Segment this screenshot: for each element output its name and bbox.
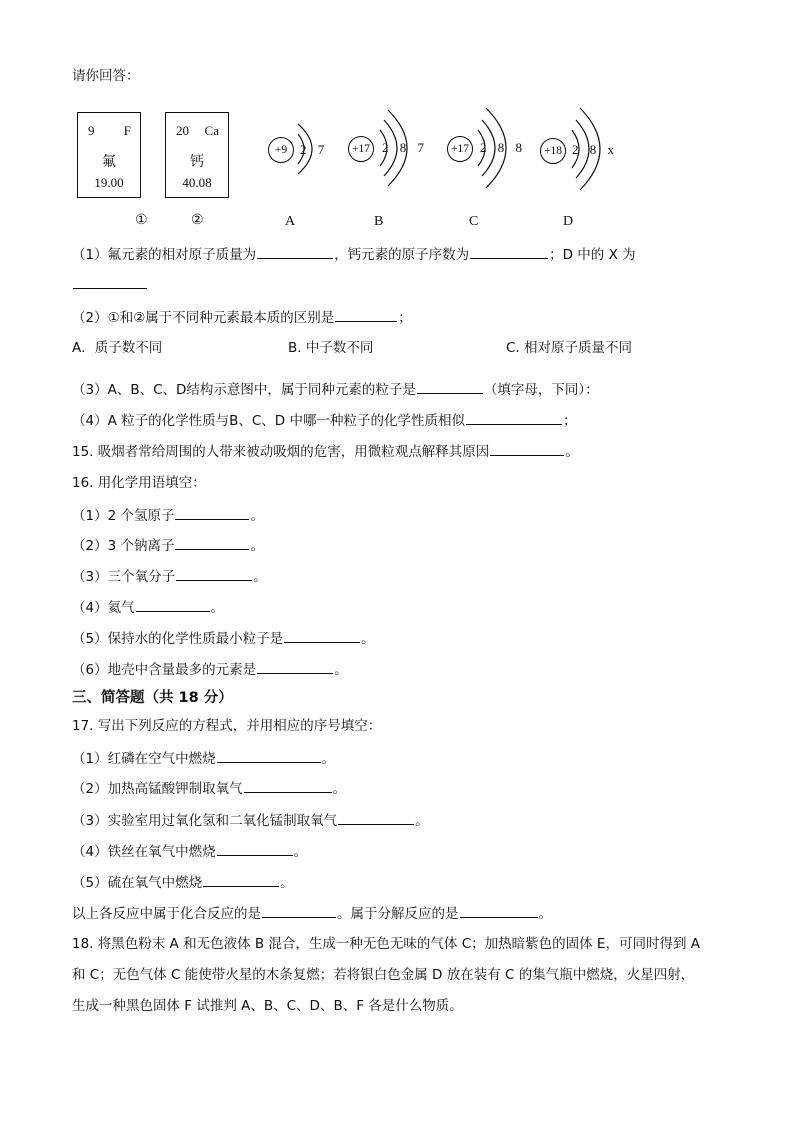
section-heading: 三、简答题（共 18 分） [72, 690, 233, 706]
q14-option-b: B. 中子数不同 [288, 340, 374, 356]
q16-title: 16. 用化学用语填空： [72, 475, 206, 491]
q14-part2: （2）①和②属于不同种元素最本质的区别是 ； [72, 307, 412, 328]
electrons-d: 2 8 x [572, 142, 618, 157]
electrons-c: 2 8 8 [480, 140, 526, 155]
q17-item-1: （1）红磷在空气中燃烧 。 [72, 748, 335, 769]
caption-atom-b: B [374, 214, 384, 229]
q18-line-1: 18. 将黑色粉末 A 和无色液体 B 混合，生成一种无色无味的气体 C；加热暗紫色的固体 E，可同时得到 A [72, 936, 700, 952]
q14-part4: （4）A 粒子的化学性质与B、C、D 中哪一种粒子的化学性质相似 ； [72, 410, 577, 431]
electrons-a: 2 7 [300, 142, 329, 157]
q17-item-5: （5）硫在氧气中燃烧 。 [72, 872, 294, 893]
element-name: 氟 [102, 154, 116, 170]
q17-title: 17. 写出下列反应的方程式，并用相应的序号填空： [72, 718, 382, 734]
nucleus-b: +17 [348, 136, 374, 162]
nucleus-c: +17 [447, 136, 473, 162]
q16-item-1: （1）2 个氢原子 。 [72, 505, 264, 526]
nucleus-a: +9 [268, 137, 294, 163]
q16-item-6: （6）地壳中含量最多的元素是 。 [72, 659, 348, 680]
caption-atom-a: A [285, 214, 296, 229]
atomic-number: 9 [88, 123, 95, 138]
q17-summary: 以上各反应中属于化合反应的是 。属于分解反应的是 。 [72, 903, 552, 924]
intro-text: 请你回答： [72, 68, 140, 84]
q17-item-4: （4）铁丝在氧气中燃烧 。 [72, 841, 307, 862]
caption-atom-d: D [563, 214, 574, 229]
caption-element-1: ① [135, 213, 148, 228]
element-name: 钙 [190, 154, 204, 170]
q14-option-a: A．质子数不同 [72, 340, 163, 356]
caption-element-2: ② [191, 213, 204, 228]
atomic-mass: 40.08 [182, 175, 212, 190]
q16-item-3: （3）三个氧分子 。 [72, 566, 267, 587]
q17-item-3: （3）实验室用过氧化氢和二氧化锰制取氧气 。 [72, 810, 429, 831]
element-symbol: Ca [204, 123, 219, 138]
caption-atom-c: C [469, 214, 479, 229]
atom-structure-diagrams [0, 0, 794, 260]
q18-line-2: 和 C；无色气体 C 能使带火星的木条复燃；若将银白色金属 D 放在装有 C 的集气瓶中燃烧，火星四射， [72, 967, 695, 983]
q15: 15. 吸烟者常给周围的人带来被动吸烟的危害，用微粒观点解释其原因 。 [72, 441, 579, 462]
q18-line-3: 生成一种黑色固体 F 试推判 A、B、C、D、B、F 各是什么物质。 [72, 998, 463, 1014]
q14-part1: （1）氟元素的相对原子质量为 ，钙元素的原子序数为 ；D 中的 X 为 [72, 244, 636, 265]
q16-item-4: （4）氦气 。 [72, 597, 224, 618]
q16-item-5: （5）保持水的化学性质最小粒子是 。 [72, 628, 375, 649]
element-symbol: F [123, 123, 131, 138]
q14-part1-cont [72, 274, 148, 295]
q17-item-2: （2）加热高锰酸钾制取氧气 。 [72, 778, 346, 799]
atomic-mass: 19.00 [94, 175, 124, 190]
nucleus-d: +18 [540, 138, 566, 164]
q14-option-c: C. 相对原子质量不同 [506, 340, 633, 356]
atomic-number: 20 [176, 123, 189, 138]
electrons-b: 2 8 7 [382, 140, 428, 155]
q14-part3: （3）A、B、C、D结构示意图中，属于同种元素的粒子是 （填字母，下同）： [72, 379, 599, 400]
q16-item-2: （2）3 个钠离子 。 [72, 535, 264, 556]
